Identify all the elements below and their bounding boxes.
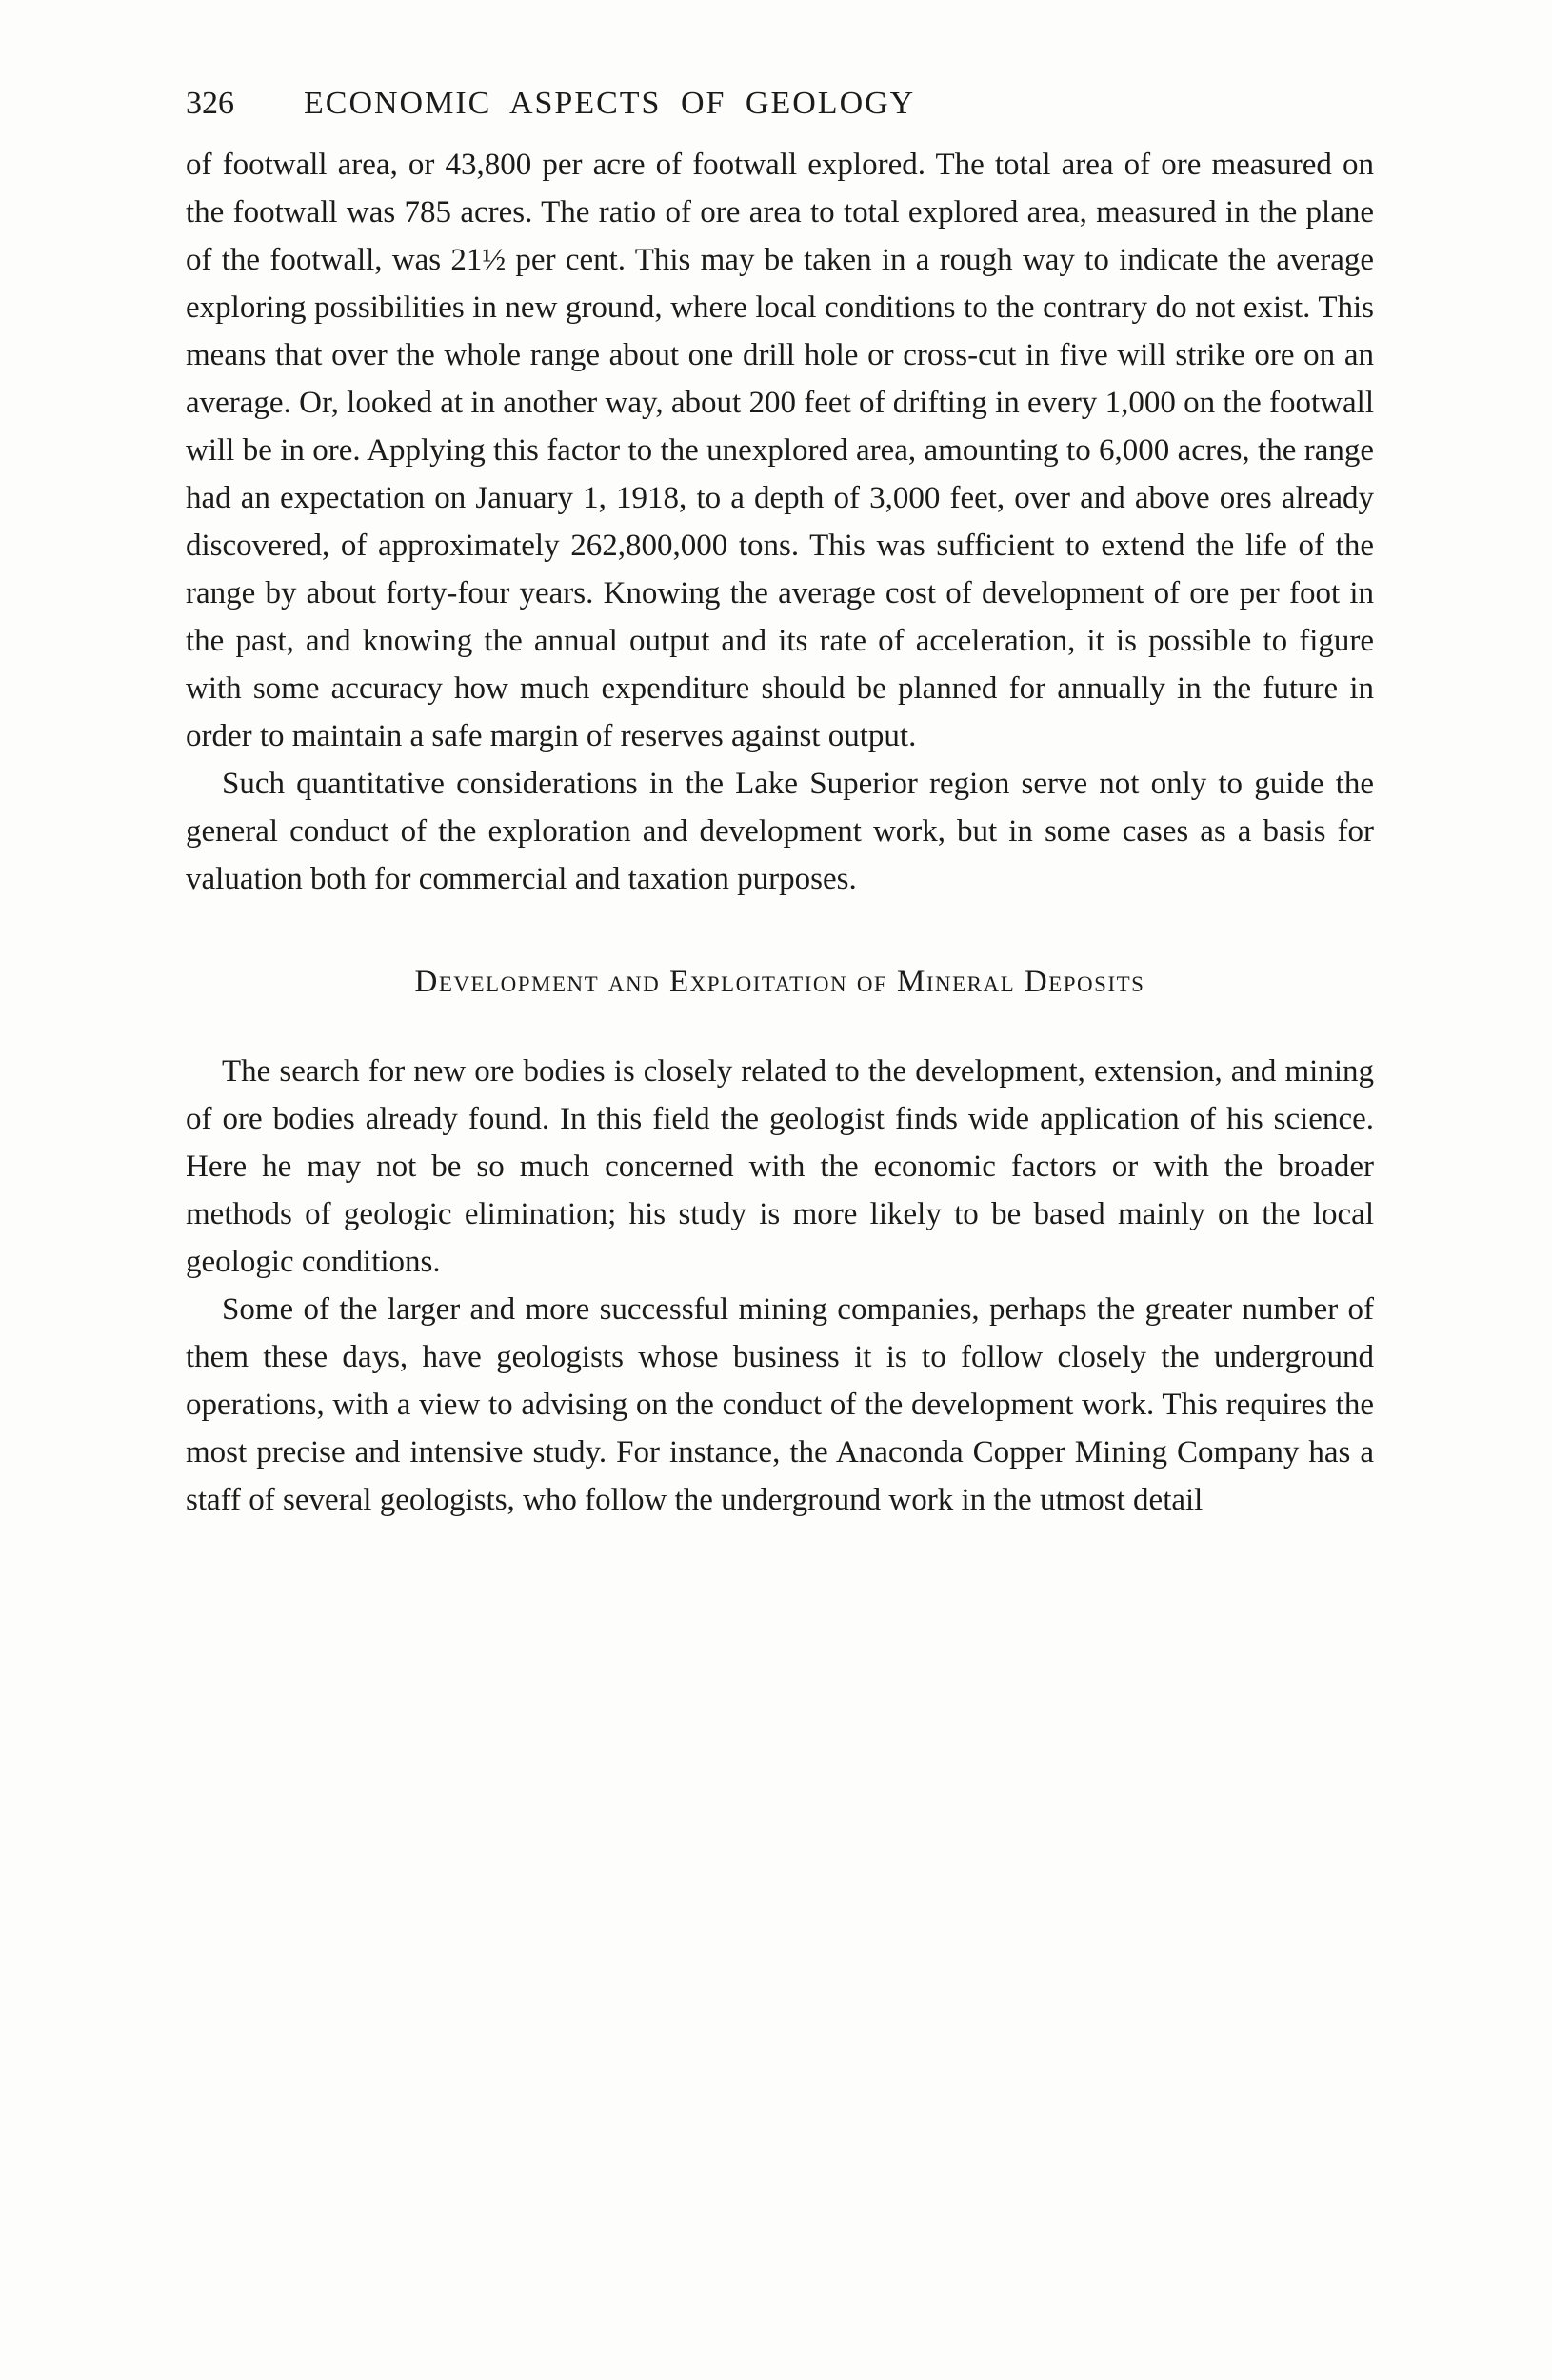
running-head-title: ECONOMIC ASPECTS OF GEOLOGY: [304, 86, 916, 121]
page-number: 326: [186, 86, 234, 121]
text-block: [186, 82, 1374, 1524]
paragraph-footwall-exploration: of footwall area, or 43,800 per acre of footwall explored. The total area of ore measured on the footwall was 785 acres. The ratio of ore area to total explored area, measured in the plane of the footwall, was 21½ per cent. This may be taken in a rough way to indicate the average exploring possibilities in new ground, where local conditions to the contrary do not exist. This means that over the whole range about one drill hole or cross-cut in five will strike ore on an average. Or, looked at in another way, about 200 feet of drifting in every 1,000 on the footwall will be in ore. Applying this factor to the unexplored area, amounting to 6,000 acres, the range had an expectation on January 1, 1918, to a depth of 3,000 feet, over and above ores already discovered, of approximately 262,800,000 tons. This was sufficient to extend the life of the range by about forty-four years. Knowing the average cost of development of ore per foot in the past, and knowing the annual output and its rate of acceleration, it is possible to figure with some accuracy how much expenditure should be planned for annually in the future in order to maintain a safe margin of reserves against output.: [186, 148, 1374, 753]
paragraph-mining-companies-geologists: Some of the larger and more successful mining companies, perhaps the greater number of them these days, have geologists whose business it is to follow closely the underground operations, with a view to advising on the conduct of the development work. This requires the most precise and intensive study. For instance, the Anaconda Copper Mining Company has a staff of several geologists, who follow the underground work in the utmost detail: [186, 1292, 1374, 1517]
page-header: [186, 82, 1374, 126]
section-heading: Development and Exploitation of Mineral Deposits: [414, 965, 1145, 999]
paragraph-search-for-ore-bodies: The search for new ore bodies is closely related to the development, extension, and mining of ore bodies already found. In this field the geologist finds wide application of his science. Here he may not be so much concerned with the economic factors or with the broader methods of geologic elimination; his study is more likely to be based mainly on the local geologic conditions.: [186, 1054, 1374, 1279]
page-body: [186, 141, 1374, 1524]
paragraph-quantitative-considerations: Such quantitative considerations in the Lake Superior region serve not only to guide the general conduct of the exploration and development work, but in some cases as a basis for valuation both for commercial and taxation purposes.: [186, 767, 1374, 896]
